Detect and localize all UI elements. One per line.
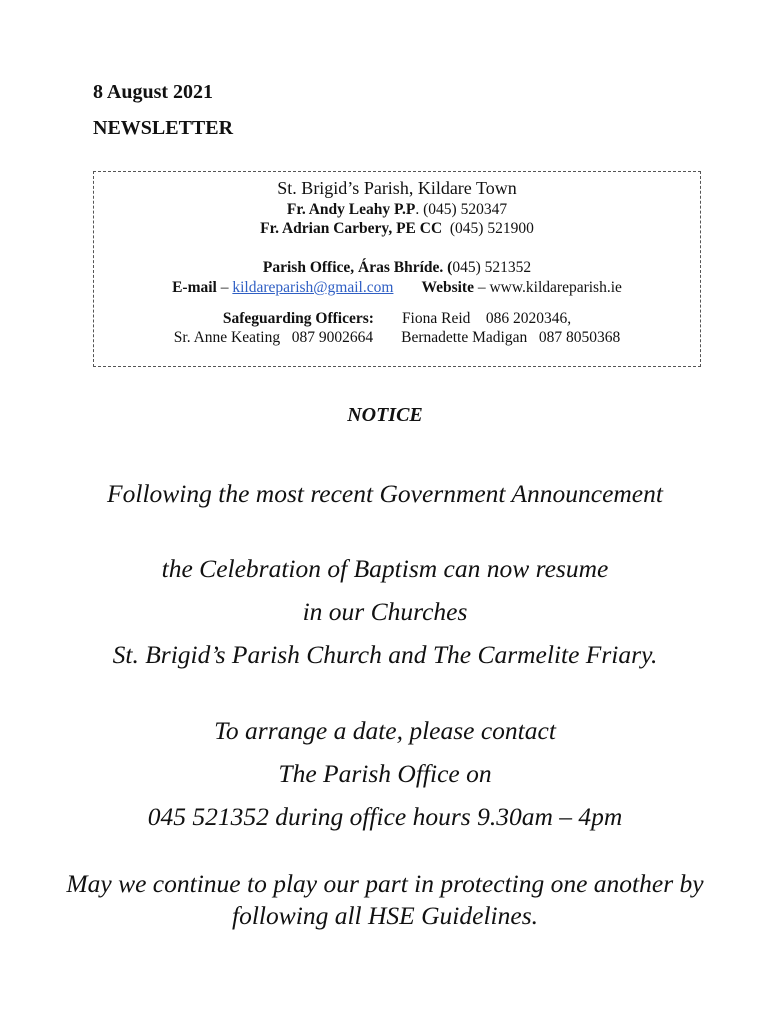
website-url: www.kildareparish.ie: [489, 279, 622, 296]
parish-name: St. Brigid’s Parish, Kildare Town: [277, 178, 517, 198]
priest2-line: [94, 220, 700, 238]
priest2-name: Fr. Adrian Carbery, PE CC: [260, 220, 443, 237]
priest2-phone: (045) 521900: [449, 220, 534, 237]
priest1-phone: . (045) 520347: [415, 201, 508, 218]
email-label: E-mail: [172, 279, 217, 296]
officer-bernadette-madigan: Bernadette Madigan 087 8050368: [401, 329, 621, 346]
newsletter-date: 8 August 2021: [93, 81, 214, 103]
parish-contact-box: [93, 171, 701, 367]
safeguarding-line-1: [94, 310, 700, 328]
notice-line-2: the Celebration of Baptism can now resume: [161, 554, 609, 583]
notice-line-6: The Parish Office on: [278, 759, 492, 788]
priest1-line: [94, 201, 700, 219]
email-link[interactable]: kildareparish@gmail.com: [232, 279, 394, 296]
notice-line-7: 045 521352 during office hours 9.30am – 4pm: [147, 802, 623, 831]
notice-line-4: St. Brigid’s Parish Church and The Carmelite Friary.: [112, 640, 658, 669]
notice-line-3: in our Churches: [302, 597, 468, 626]
notice-heading: NOTICE: [347, 404, 423, 426]
office-label: Parish Office, Áras Bhríde. (: [262, 259, 453, 276]
office-phone: 045) 521352: [452, 259, 532, 276]
email-separator: –: [216, 279, 233, 296]
notice-line-5: To arrange a date, please contact: [214, 716, 556, 745]
notice-line-1: Following the most recent Government Announcement: [107, 479, 663, 508]
officer-fiona-reid: Fiona Reid 086 2020346,: [401, 310, 572, 327]
parish-office-line: [94, 259, 700, 277]
newsletter-title: NEWSLETTER: [93, 117, 234, 139]
priest1-name: Fr. Andy Leahy P.P: [286, 201, 416, 218]
officer-anne-keating: Sr. Anne Keating 087 9002664: [173, 329, 374, 346]
email-website-line: [94, 279, 700, 297]
notice-closing: May we continue to play our part in protecting one another by following all HSE Guidelines.: [66, 869, 704, 930]
safeguarding-label: Safeguarding Officers:: [222, 310, 374, 327]
safeguarding-line-2: [94, 329, 700, 347]
website-label: Website: [421, 279, 474, 296]
website-separator: –: [473, 279, 490, 296]
